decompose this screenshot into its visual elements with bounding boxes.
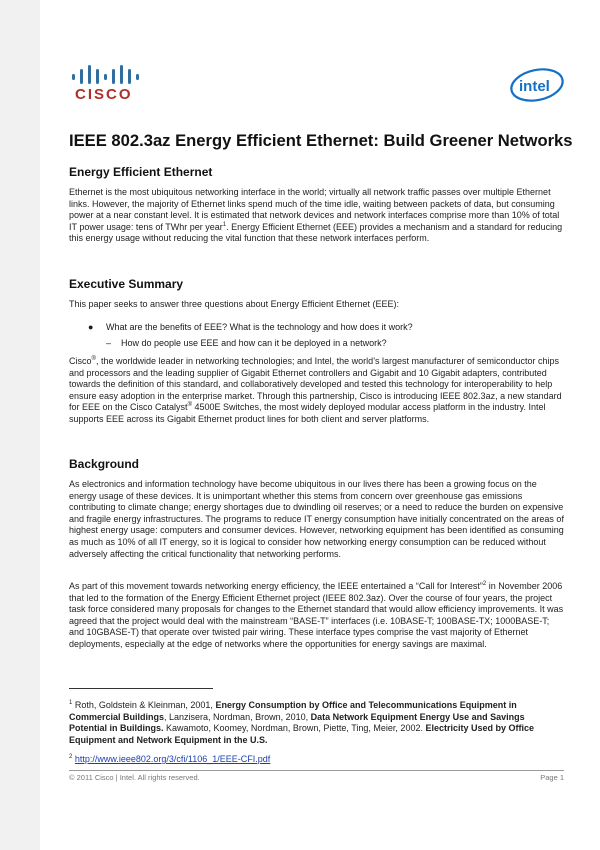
intel-logo [509, 66, 565, 104]
footnote-ref-2: 2 [482, 581, 487, 587]
list-item: ● What are the benefits of EEE? What is the technology and how does it work? [88, 322, 413, 332]
left-margin-band [0, 0, 40, 850]
paragraph-background-1: As electronics and information technology have become ubiquitous in our lives there has been a growing focus on the energy usage of these devices. It is unimportant whether this stems from concern over greenhouse gas emissions contributing to climate change; energy shortages due to dwindling oil reserves; or a need to reduce the burden on expensive and fragile energy infrastructures. The programs to reduce IT energy consumption have initially concentrated on the areas of highest energy usage: computers and consumer devices. However, networking equipment has been identified as consuming as much as 10% of all IT energy, so it is logical to consider how networking energy consumption can be reduced without adversely affecting the critical functionality that networking performs. [69, 479, 564, 559]
paragraph-partnership: Cisco®, the worldwide leader in networking technologies; and Intel, the world’s largest manufacturer of semiconductor chips and processors and the leading supplier of Gigabit Ethernet controllers and Gigabit and 10 Gigabit adapters, contributed towards the definition of this standard, and collaboratively developed and tested this technology for interoperability to help ensure easy adoption in the enterprise market. Through this partnership, Cisco is introducing IEEE 802.3az, a new standard for EEE on the Cisco Catalyst® 4500E Switches, the most widely deployed modular access platform in the industry. Intel supports EEE across its Gigabit Ethernet product lines for both client and server platforms. [69, 356, 562, 424]
footer-copyright: © 2011 Cisco | Intel. All rights reserved. [69, 773, 200, 782]
bullet-marker: ● [88, 322, 94, 332]
footnote-1: $^1$ Roth, Goldstein & Kleinman, 2001, Energy Consumption by Office and Telecommunications Equipment in Commercial Buildings, Lanzisera, Nordman, Brown, 2010, Data Network Equipment Energy Use and Savings Potential in Buildings. Kawamoto, Koomey, Nordman, Brown, Piette, Ting, Meier, 2002. Electricity Used by Office Equipment and Network Equipment in the U.S. [69, 700, 535, 745]
document-page [69, 0, 573, 782]
questions-list [69, 322, 564, 354]
intel-wordmark: intel [519, 78, 550, 95]
footer-divider [69, 770, 564, 771]
dash-marker: – [106, 338, 112, 348]
page-number: Page 1 [540, 773, 564, 782]
paragraph-summary-intro: This paper seeks to answer three questions about Energy Efficient Ethernet (EEE): [69, 299, 400, 309]
section-heading-executive-summary: Executive Summary [69, 277, 184, 291]
footnote-divider [69, 688, 213, 689]
page-title: IEEE 802.3az Energy Efficient Ethernet: Build Greener Networks [69, 131, 573, 150]
footnote-ref-1: 1 [222, 221, 227, 228]
cisco-logo [69, 62, 149, 104]
cisco-bars-icon [71, 62, 143, 84]
page-header [69, 0, 564, 125]
section-heading-eee: Energy Efficient Ethernet [69, 165, 213, 179]
cisco-wordmark: CISCO [75, 86, 133, 103]
cfi-link[interactable]: http://www.ieee802.org/3/cfi/1106_1/EEE-CFI.pdf [74, 754, 271, 764]
section-heading-background: Background [69, 457, 140, 471]
paragraph-eee-intro: Ethernet is the most ubiquitous networking interface in the world; virtually all network traffic passes over multiple Ethernet links. However, the majority of Ethernet links spend much of the time idle, waiting between packets of data, but consuming power at a near constant level. It is estimated that network devices and network interfaces comprise more than 10% of total IT power usage: tens of TWhr per year$^1$. Energy Efficient Ethernet (EEE) provides a mechanism and a standard for reducing this energy usage without reducing the vital function that these network interfaces perform. [69, 187, 563, 244]
paragraph-background-2: As part of this movement towards networking energy efficiency, the IEEE entertained a “Call for Interest”$^2$ in November 2006 that led to the formation of the Energy Efficient Ethernet project (IEEE 802.3az). Over the course of four years, the project task force considered many proposals for changes to the Ethernet standard that would allow efficiency improvements. It was agreed that the project would deal with the mainstream “BASE-T” interfaces (i.e. 10BASE-T; 100BASE-TX; 1000BASE-T; and 10GBASE-T) that operate over twisted pair wiring. These interface types comprise the vast majority of Ethernet deployments, especially at the edge of networks where the opportunities for energy savings are maximal. [69, 581, 564, 649]
footnote-2: $^2$ http://www.ieee802.org/3/cfi/1106_1/EEE-CFI.pdf [69, 754, 271, 764]
list-item: – How do people use EEE and how can it be deployed in a network? [106, 338, 387, 348]
